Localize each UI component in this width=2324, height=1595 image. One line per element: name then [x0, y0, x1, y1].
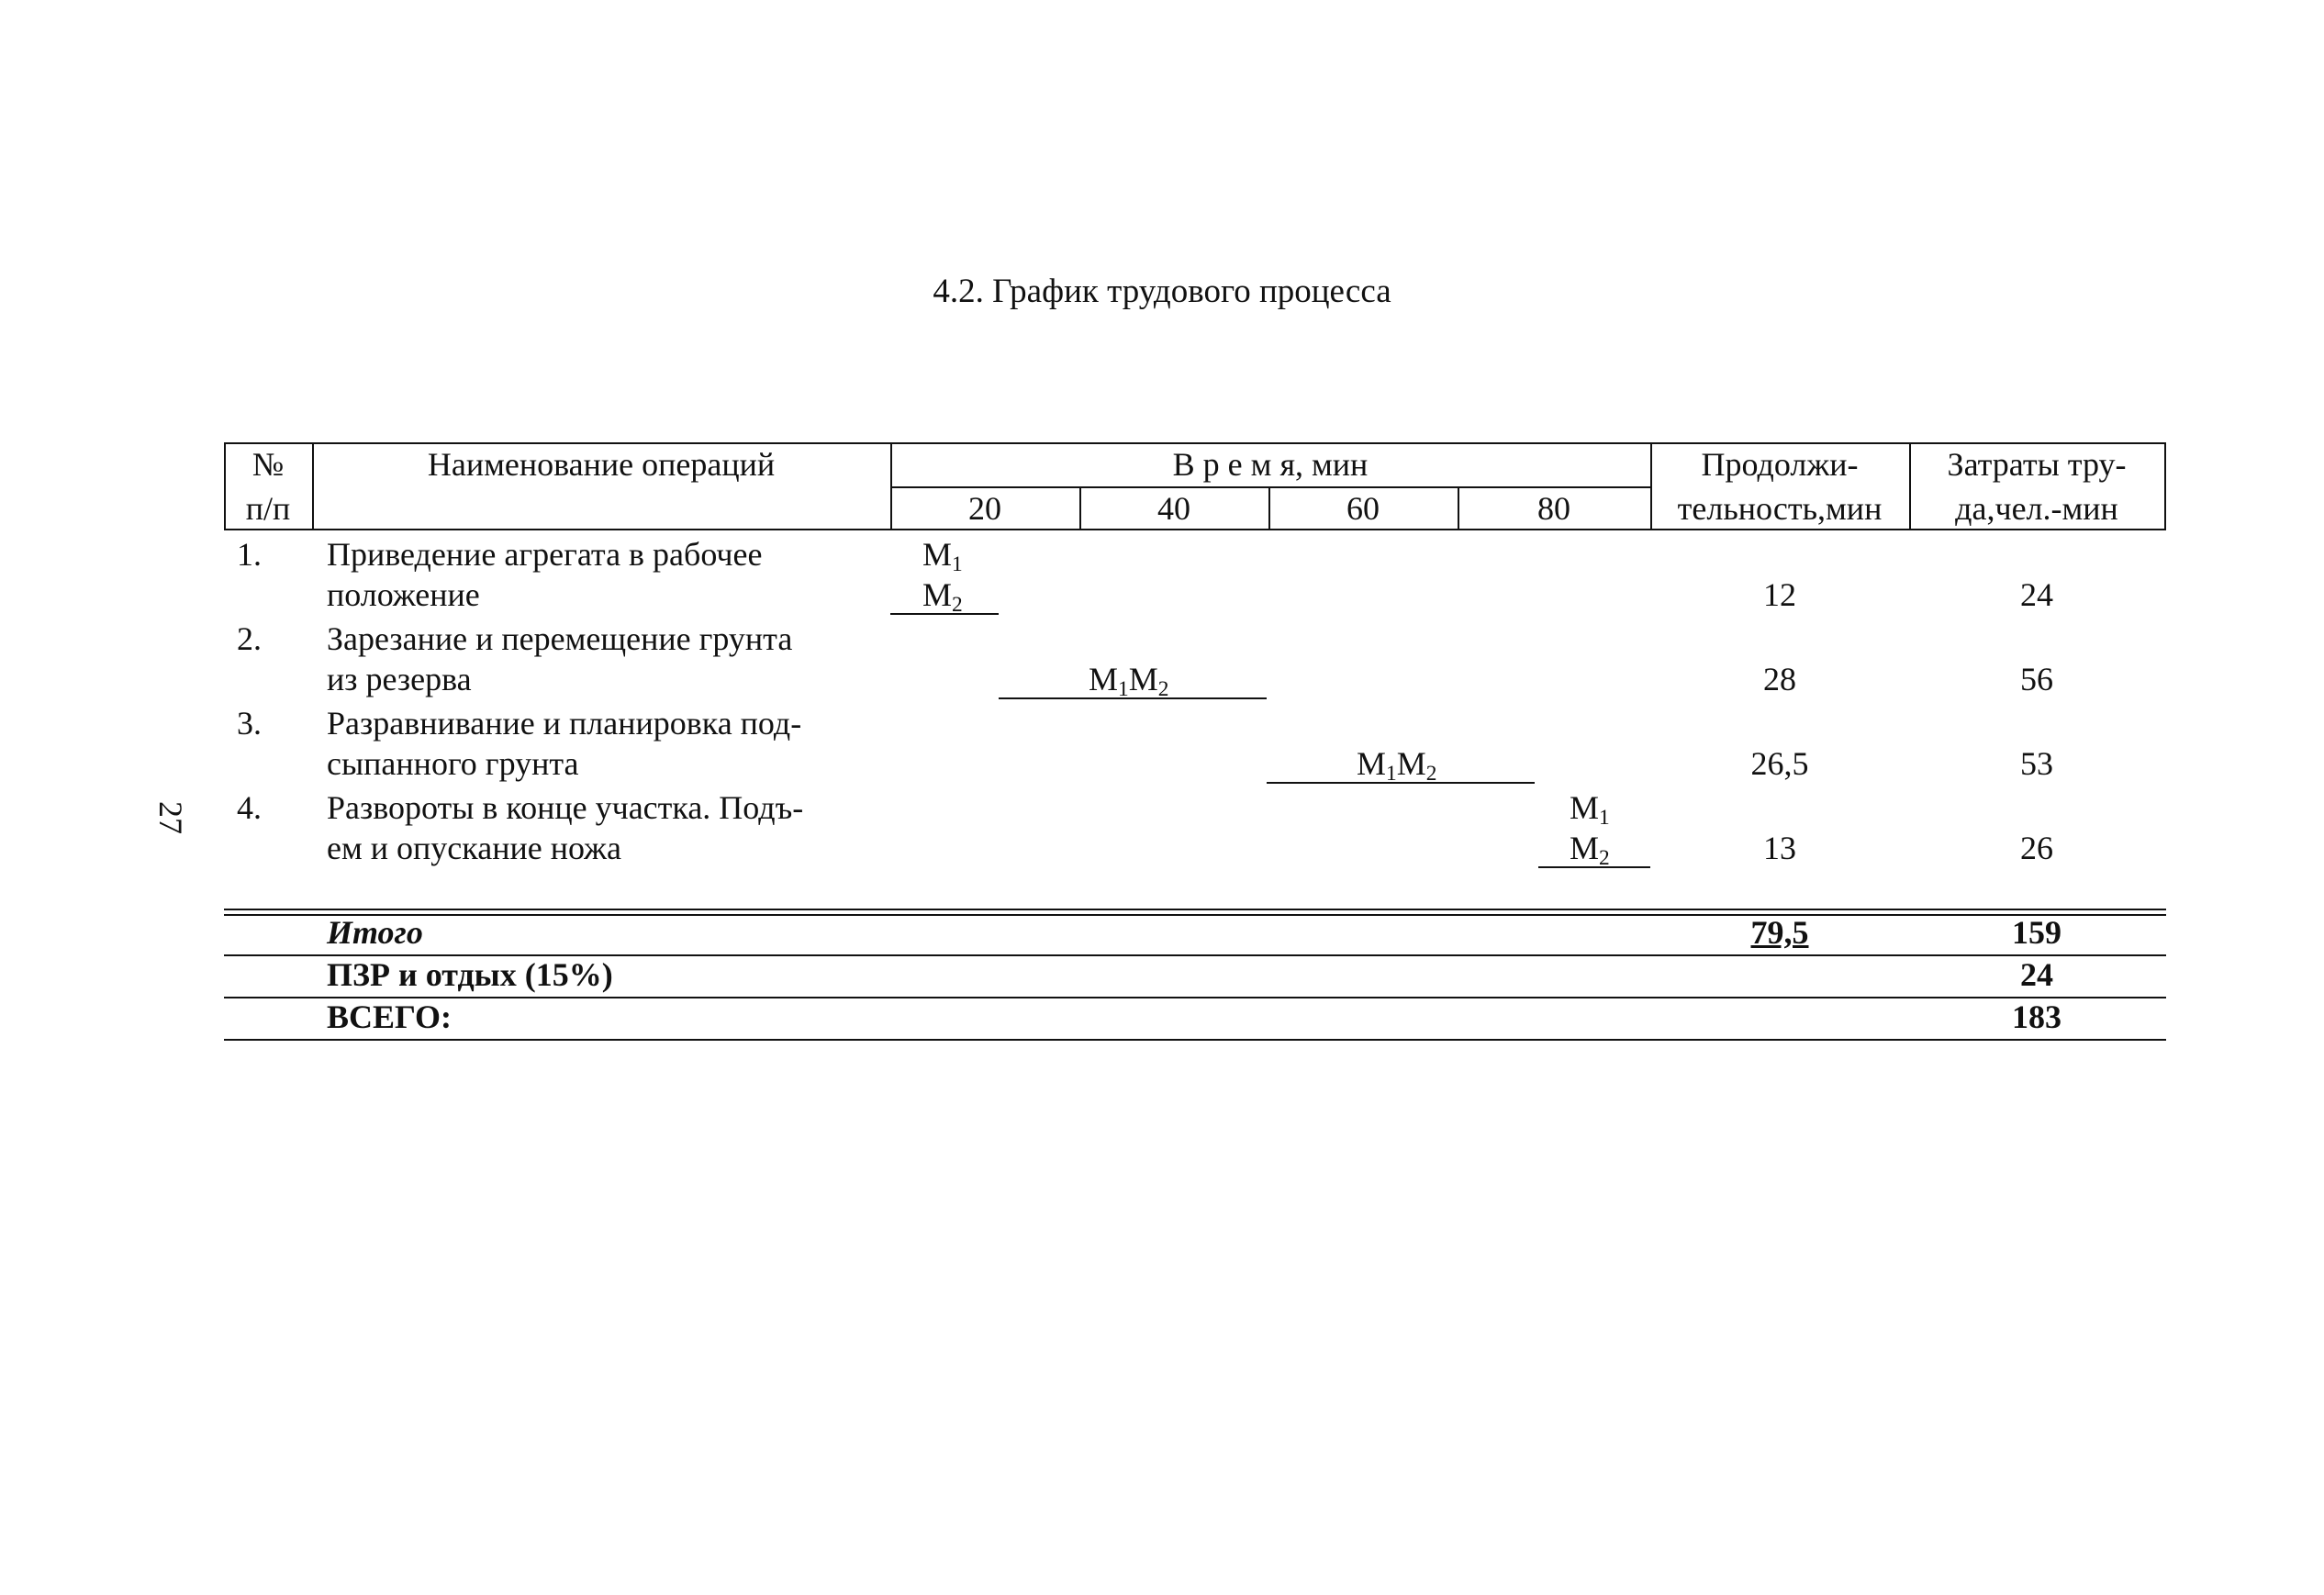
header-tick-60: 60 [1346, 490, 1380, 527]
header-operation-name: Наименование операций [427, 446, 776, 483]
header-border-right [2164, 442, 2166, 529]
labor-value: 53 [2020, 745, 2053, 782]
operation-name-line1: Разравнивание и планировка под- [327, 705, 802, 742]
operation-name-line2: сыпанного грунта [327, 745, 579, 782]
duration-value: 28 [1763, 661, 1796, 697]
page-number: 27 [152, 801, 189, 834]
gantt-label-m1m2: $M_1M_2$ [1089, 661, 1169, 701]
row-number: 1. [237, 536, 262, 573]
gantt-bar [890, 613, 999, 615]
header-duration-top: Продолжи- [1701, 446, 1859, 483]
duration-value: 12 [1763, 576, 1796, 613]
row-number: 3. [237, 705, 262, 742]
row-number: 4. [237, 789, 262, 826]
total-label: Итого [327, 914, 423, 951]
duration-value: 13 [1763, 830, 1796, 866]
operation-name-line2: положение [327, 576, 480, 613]
header-time: В р е м я, мин [1172, 446, 1369, 483]
header-tick-80: 80 [1537, 490, 1570, 527]
header-duration-bottom: тельность,мин [1677, 490, 1883, 527]
gantt-bar [999, 697, 1267, 699]
duration-value: 26,5 [1750, 745, 1809, 782]
labor-value: 56 [2020, 661, 2053, 697]
gantt-label-m2: $M_2$ [1570, 830, 1610, 870]
operation-name-line2: ем и опускание ножа [327, 830, 621, 866]
total-label: ВСЕГО: [327, 998, 453, 1035]
header-bottom-border [224, 529, 2166, 530]
header-labor-top: Затраты тру- [1947, 446, 2127, 483]
row-number: 2. [237, 620, 262, 657]
header-tick-40: 40 [1157, 490, 1190, 527]
totals-bottom-border [224, 1039, 2166, 1041]
gantt-bar [1538, 866, 1650, 868]
total-label: ПЗР и отдых (15%) [327, 956, 613, 993]
page-title: 4.2. График трудового процесса [933, 273, 1391, 310]
operation-name-line1: Зарезание и перемещение грунта [327, 620, 793, 657]
total-labor: 159 [2012, 914, 2061, 951]
gantt-bar [1267, 782, 1535, 784]
header-num-bottom: п/п [245, 490, 291, 527]
gantt-label-m1: $M_1$ [1570, 789, 1610, 830]
header-tick-20: 20 [968, 490, 1001, 527]
gantt-label-m1m2: $M_1M_2$ [1357, 745, 1437, 786]
labor-value: 24 [2020, 576, 2053, 613]
total-duration: 79,5 [1750, 914, 1809, 951]
gantt-label-m1: $M_1$ [922, 536, 963, 576]
totals-divider [224, 997, 2166, 998]
gantt-label-m2: $M_2$ [922, 576, 963, 617]
total-labor: 24 [2020, 956, 2053, 993]
totals-divider [224, 909, 2166, 910]
labor-value: 26 [2020, 830, 2053, 866]
header-num-top: № [251, 446, 285, 483]
operation-name-line1: Приведение агрегата в рабочее [327, 536, 763, 573]
total-labor: 183 [2012, 998, 2061, 1035]
operation-name-line1: Развороты в конце участка. Подъ- [327, 789, 804, 826]
operation-name-line2: из резерва [327, 661, 472, 697]
header-labor-bottom: да,чел.-мин [1955, 490, 2118, 527]
